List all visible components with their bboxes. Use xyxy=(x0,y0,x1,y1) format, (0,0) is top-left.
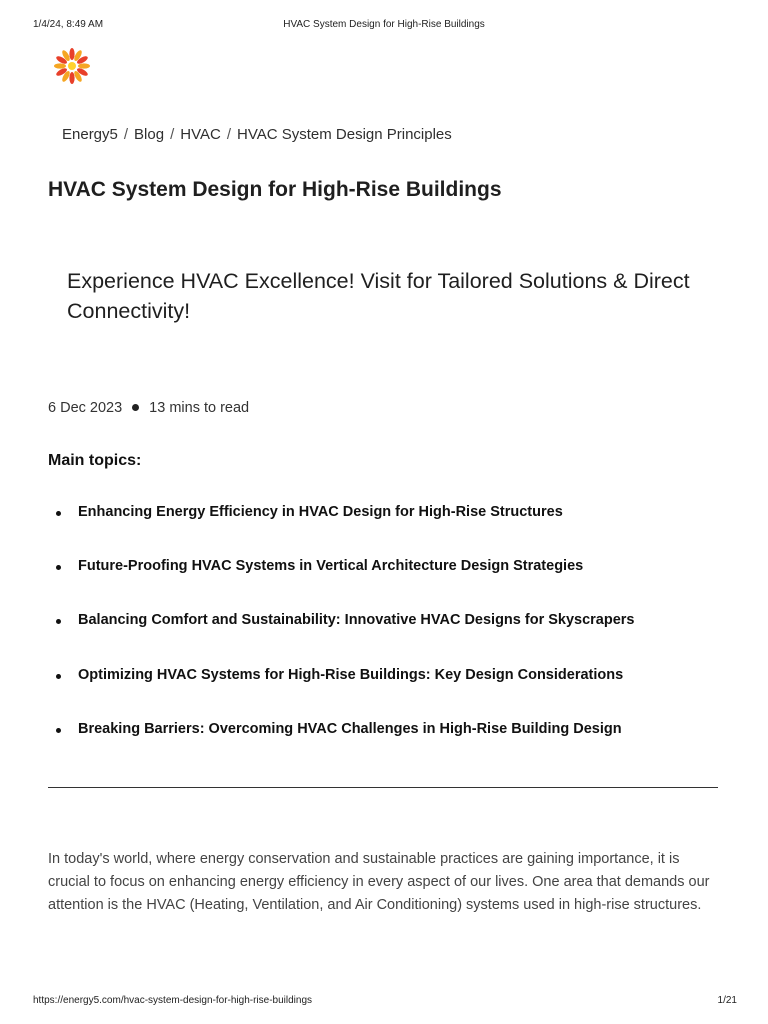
logo-petal xyxy=(69,72,74,84)
topic-link[interactable]: Breaking Barriers: Overcoming HVAC Challenges in High-Rise Building Design xyxy=(78,721,622,737)
topic-link[interactable]: Future-Proofing HVAC Systems in Vertical Architecture Design Strategies xyxy=(78,558,584,574)
breadcrumb-item-hvac[interactable]: HVAC xyxy=(180,126,221,143)
print-datetime: 1/4/24, 8:49 AM xyxy=(33,19,104,30)
bullet-icon xyxy=(56,511,61,516)
publish-date: 6 Dec 2023 xyxy=(48,400,123,416)
bullet-icon xyxy=(56,674,61,679)
print-doc-title: HVAC System Design for High-Rise Buildings xyxy=(283,19,485,30)
bullet-icon xyxy=(56,565,61,570)
meta-separator-dot xyxy=(132,404,139,411)
promo-banner[interactable]: Experience HVAC Excellence! Visit for Tailored Solutions & Direct Connectivity! xyxy=(67,269,690,323)
section-divider xyxy=(48,787,718,788)
breadcrumb-item-energy5[interactable]: Energy5 xyxy=(62,126,118,143)
print-footer xyxy=(0,995,768,1009)
breadcrumb-separator: / xyxy=(226,126,231,143)
logo-petal xyxy=(69,48,74,60)
bullet-icon xyxy=(56,728,61,733)
article-meta xyxy=(48,400,249,416)
print-page-number: 1/21 xyxy=(717,995,737,1006)
logo-center xyxy=(68,62,76,70)
topic-link[interactable]: Enhancing Energy Efficiency in HVAC Design for High-Rise Structures xyxy=(78,504,563,520)
intro-paragraph: In today's world, where energy conservation and sustainable practices are gaining importance, it is crucial to focus on enhancing energy efficiency in every aspect of our lives. One area that demands our attention is the HVAC (Heating, Ventilation, and Air Conditioning) systems used in high-rise structures. xyxy=(48,851,710,913)
breadcrumb-item-design-principles[interactable]: HVAC System Design Principles xyxy=(236,126,452,143)
print-header xyxy=(0,19,768,33)
breadcrumb-item-blog[interactable]: Blog xyxy=(134,126,165,143)
breadcrumb xyxy=(62,126,452,143)
topic-link[interactable]: Optimizing HVAC Systems for High-Rise Buildings: Key Design Considerations xyxy=(78,667,624,683)
logo-petal xyxy=(78,63,90,68)
sunburst-logo-icon[interactable] xyxy=(52,46,92,86)
main-topics-heading: Main topics: xyxy=(48,452,142,469)
topic-link[interactable]: Balancing Comfort and Sustainability: Innovative HVAC Designs for Skyscrapers xyxy=(78,612,635,628)
read-time: 13 mins to read xyxy=(149,400,250,416)
bullet-icon xyxy=(56,619,61,624)
breadcrumb-separator: / xyxy=(123,126,129,143)
logo-petal xyxy=(54,63,66,68)
logo-graphic xyxy=(52,46,92,86)
breadcrumb-separator: / xyxy=(170,126,175,143)
print-url: https://energy5.com/hvac-system-design-for-high-rise-buildings xyxy=(33,995,313,1006)
page-title: HVAC System Design for High-Rise Buildings xyxy=(48,178,502,201)
